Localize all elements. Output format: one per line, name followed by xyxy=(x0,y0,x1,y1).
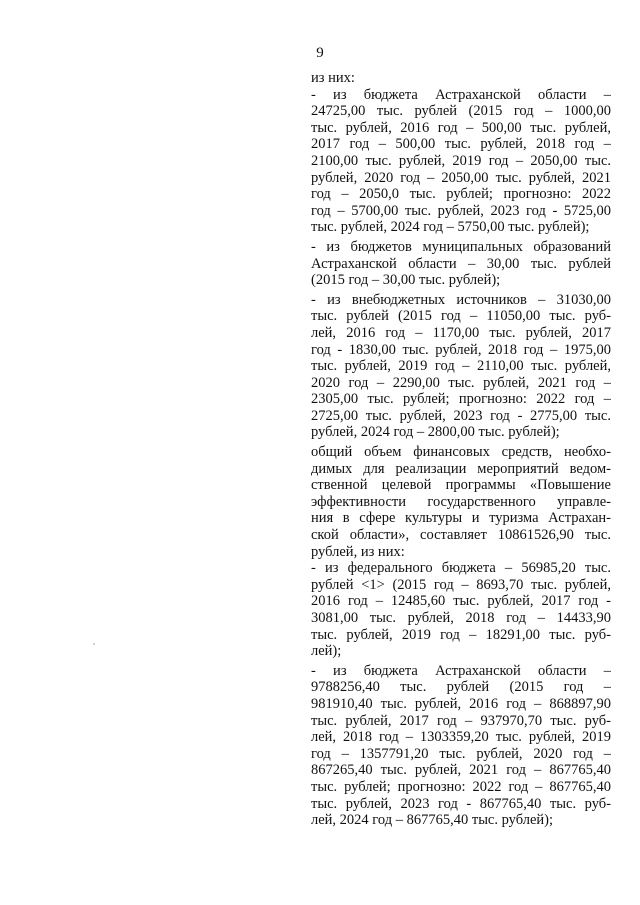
text-line: ственной целевой программы «Повышение xyxy=(311,477,611,494)
text-line: лей, 2024 год – 867765,40 тыс. рублей); xyxy=(311,812,554,829)
text-line: - из внебюджетных источников – 31030,00 xyxy=(311,291,611,308)
scan-speck xyxy=(93,643,95,645)
text-line: - из федерального бюджета – 56985,20 тыс. xyxy=(311,560,611,577)
text-line: 9788256,40 тыс. рублей (2015 год – xyxy=(311,679,611,696)
text-line: ния в сфере культуры и туризма Астрахан- xyxy=(311,510,611,527)
text-line: общий объем финансовых средств, необхо- xyxy=(311,444,611,461)
text-line: лей, 2018 год – 1303359,20 тыс. рублей, 2019 xyxy=(311,729,611,746)
text-line: год - 1830,00 тыс. рублей, 2018 год – 1975,00 xyxy=(311,341,611,358)
text-line: 2016 год – 12485,60 тыс. рублей, 2017 год - xyxy=(311,593,611,610)
text-line: 24725,00 тыс. рублей (2015 год – 1000,00 xyxy=(311,103,611,120)
text-line: рублей <1> (2015 год – 8693,70 тыс. рублей, xyxy=(311,576,611,593)
text-line: тыс. рублей, 2019 год – 18291,00 тыс. руб- xyxy=(311,626,611,643)
text-line: 2305,00 тыс. рублей; прогнозно: 2022 год – xyxy=(311,391,611,408)
text-line: Астраханской области – 30,00 тыс. рублей xyxy=(311,255,611,272)
page-number: 9 xyxy=(316,45,324,61)
text-line: год – 5700,00 тыс. рублей, 2023 год - 5725,00 xyxy=(311,202,611,219)
text-line: тыс. рублей; прогнозно: 2022 год – 867765,40 xyxy=(311,778,611,795)
text-line: тыс. рублей, 2016 год – 500,00 тыс. рублей, xyxy=(311,119,611,136)
text-line: из них: xyxy=(311,70,355,86)
text-line: лей, 2016 год – 1170,00 тыс. рублей, 2017 xyxy=(311,324,611,341)
text-line: тыс. рублей, 2024 год – 5750,00 тыс. рублей); xyxy=(311,219,590,236)
text-column xyxy=(311,70,611,829)
text-line: ской области», составляет 10861526,90 тыс. xyxy=(311,527,611,544)
text-line: рублей, из них: xyxy=(311,543,405,560)
text-line: димых для реализации мероприятий ведом- xyxy=(311,460,611,477)
text-line: - из бюджетов муниципальных образований xyxy=(311,238,611,255)
text-line: (2015 год – 30,00 тыс. рублей); xyxy=(311,272,501,289)
text-line: тыс. рублей (2015 год – 11050,00 тыс. руб- xyxy=(311,308,611,325)
text-line: - из бюджета Астраханской области – xyxy=(311,662,611,679)
text-line: 2725,00 тыс. рублей, 2023 год - 2775,00 тыс. xyxy=(311,407,611,424)
text-line: 2100,00 тыс. рублей, 2019 год – 2050,00 тыс. xyxy=(311,152,611,169)
text-line: год – 1357791,20 тыс. рублей, 2020 год – xyxy=(311,745,611,762)
text-line: год – 2050,0 тыс. рублей; прогнозно: 2022 xyxy=(311,186,611,203)
text-line: тыс. рублей, 2019 год – 2110,00 тыс. рублей, xyxy=(311,358,611,375)
text-line: рублей, 2020 год – 2050,00 тыс. рублей, 2021 xyxy=(311,169,611,186)
text-line: 2017 год – 500,00 тыс. рублей, 2018 год – xyxy=(311,136,611,153)
text-line: лей); xyxy=(311,643,342,660)
text-line: эффективности государственного управле- xyxy=(311,493,611,510)
text-line: тыс. рублей, 2023 год - 867765,40 тыс. руб- xyxy=(311,795,611,812)
text-line: 2020 год – 2290,00 тыс. рублей, 2021 год – xyxy=(311,374,611,391)
text-line: 981910,40 тыс. рублей, 2016 год – 868897,90 xyxy=(311,695,611,712)
text-line: 3081,00 тыс. рублей, 2018 год – 14433,90 xyxy=(311,610,611,626)
text-line: - из бюджета Астраханской области – xyxy=(311,86,611,103)
text-line: тыс. рублей, 2017 год – 937970,70 тыс. руб- xyxy=(311,712,611,729)
text-line: рублей, 2024 год – 2800,00 тыс. рублей); xyxy=(311,424,560,441)
text-line: 867265,40 тыс. рублей, 2021 год – 867765,40 xyxy=(311,762,611,779)
